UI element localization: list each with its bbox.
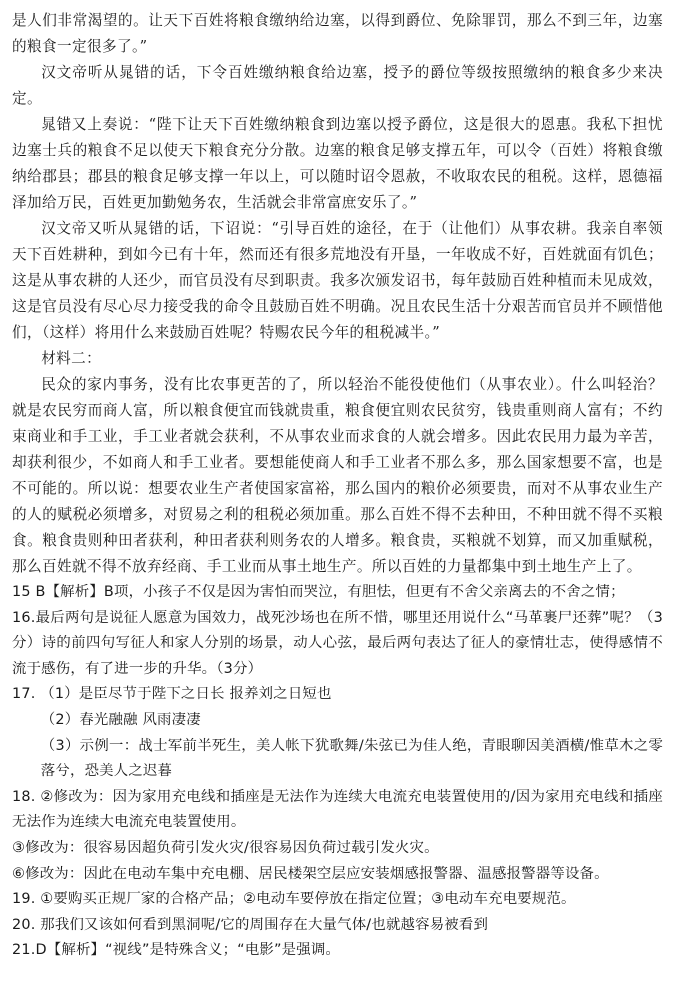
answer-21: 21.D【解析】“视线”是特殊含义；“电影”是强调。 — [12, 942, 341, 959]
passage-paragraph: 汉文帝听从晁错的话，下令百姓缴纳粮食给边塞，授予的爵位等级按照缴纳的粮食多少来决定。 — [12, 64, 663, 107]
answer-16: 16.最后两句是说征人愿意为国效力，战死沙场也在所不惜，哪里还用说什么“马革裹尸还葬”呢？（3分）诗的前四句写征人和家人分别的场景，动人心弦，最后两句表达了征人的豪情壮志，使得感情不流于感伤，有了进一步的升华。（3分） — [12, 609, 663, 677]
passage-paragraph: 是人们非常渴望的。让天下百姓将粮食缴纳给边塞，以得到爵位、免除罪罚，那么不到三年，边塞的粮食一定很多了。” — [12, 12, 663, 55]
answer-18-item-2: 18. ②修改为：因为家用充电线和插座是无法作为连续大电流充电装置使用的/因为家用充电线和插座无法作为连续大电流充电装置使用。 — [12, 788, 663, 831]
answer-15: 15 B【解析】B项，小孩子不仅是因为害怕而哭泣，有胆怯，但更有不舍父亲离去的不舍之情； — [12, 584, 625, 600]
passage-paragraph: 汉文帝又听从晁错的话，下诏说：“引导百姓的途径，在于（让他们）从事农耕。我亲自率领天下百姓耕种，到如今已有十年，然而还有很多荒地没有开垦，一年收成不好，百姓就面有饥色；这是从事农耕的人还少，而官员没有尽到职责。我多次颁发诏书，每年鼓励百姓种植而未见成效，这是官员没有尽心尽力接受我的命令且鼓励百姓不明确。况且农民生活十分艰苦而官员并不顾惜他们，（这样）将用什么来鼓励百姓呢？特赐农民今年的租税减半。” — [12, 220, 663, 341]
material-two-text: 民众的家内事务，没有比农事更苦的了，所以轻治不能役使他们（从事农业）。什么叫轻治？就是农民穷而商人富，所以粮食便宜而钱就贵重，粮食便宜则农民贫穷，钱贵重则商人富有；不约束商业和手工业，手工业者就会获利，不从事农业而求食的人就会增多。因此农民用力最为辛苦，却获利很少，不如商人和手工业者。要想能使商人和手工业者不那么多，那么国家想要不富，也是不可能的。所以说：想要农业生产者使国家富裕，那么国内的粮价必须要贵，而对不从事农业生产的人的赋税必须增多，对贸易之利的租税必须加重。那么百姓不得不去种田，不种田就不得不买粮食。粮食贵则种田者获利，种田者获利则务农的人增多。粮食贵，买粮就不划算，而又加重赋税，那么百姓就不得不放弃经商、手工业而从事土地生产。所以百姓的力量都集中到土地生产上了。 — [12, 376, 663, 575]
answer-20: 20. 那我们又该如何看到黑洞呢/它的周围存在大量气体/也就越容易被看到 — [12, 916, 489, 933]
answer-18-item-3: ③修改为：很容易因超负荷引发火灾/很容易因负荷过载引发火灾。 — [12, 839, 439, 856]
passage-paragraph: 晁错又上奏说：“陛下让天下百姓缴纳粮食到边塞以授予爵位，这是很大的恩惠。我私下担忧边塞士兵的粮食不足以使天下粮食充分分散。边塞的粮食足够支撑五年，可以令（百姓）将粮食缴纳给郡县；郡县的粮食足够支撑一年以上，可以随时诏令恩赦，不收取农民的租税。这样，恩德福泽加给万民，百姓更加勤勉务农，生活就会非常富庶安乐了。” — [12, 116, 663, 211]
material-two-title: 材料二： — [41, 350, 102, 367]
answer-17-part-2: （2）春光融融 风雨凄凄 — [40, 711, 201, 728]
answer-17-part-3: （3）示例一：战士军前半死生，美人帐下犹歌舞/朱弦已为佳人绝，青眼聊因美酒横/惟草木之零落兮，恐美人之迟暮 — [40, 737, 663, 780]
answer-19: 19. ①要购买正规厂家的合格产品；②电动车要停放在指定位置；③电动车充电要规范。 — [12, 891, 576, 908]
answer-17-part-1: 17. （1）是臣尽节于陛下之日长 报养刘之日短也 — [12, 686, 332, 703]
answer-18-item-6: ⑥修改为：因此在电动车集中充电棚、居民楼架空层应安装烟感报警器、温感报警器等设备。 — [12, 865, 609, 882]
